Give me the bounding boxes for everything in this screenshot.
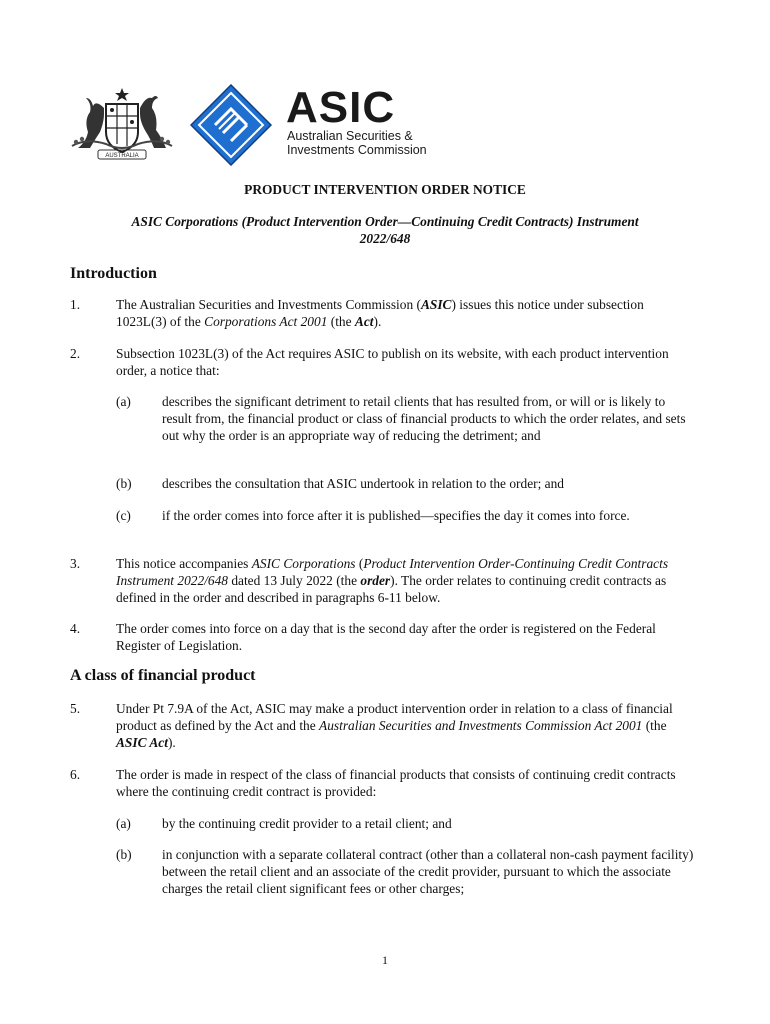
paragraph-number: 3.: [70, 556, 81, 571]
paragraph-text: This notice accompanies ASIC Corporations (Product Intervention Order-Continuing Credit Contracts Instrument 2022/648 dated 13 July 2022 (the order). The order relates to continuing credit contracts as defined in the order and described in paragraphs 6-11 below.: [116, 556, 669, 605]
subparagraph-6a: (a) by the continuing credit provider to a retail client; and: [116, 816, 452, 831]
asic-full-name: Australian Securities & Investments Commission: [287, 129, 427, 157]
page-number: 1: [382, 953, 388, 967]
logo-header: [66, 84, 466, 164]
paragraph-2: [70, 345, 695, 379]
paragraph-3: [70, 555, 695, 606]
subparagraph-2b: (b) describes the consultation that ASIC undertook in relation to the order; and: [116, 476, 564, 491]
paragraph-text: Under Pt 7.9A of the Act, ASIC may make a product intervention order in relation to a class of financial product as defined by the Act and the Australian Securities and Investments Commission Act 2001 (the ASIC Act).: [116, 701, 673, 750]
paragraph-number: 2.: [70, 346, 81, 361]
paragraph-text: The Australian Securities and Investments Commission (ASIC) issues this notice under subsection 1023L(3) of the Corporations Act 2001 (the Act).: [116, 297, 644, 329]
paragraph-number: 1.: [70, 297, 81, 312]
subparagraph-6b: (b) in conjunction with a separate collateral contract (other than a collateral non-cash payment facility) between the retail client and an associate of the credit provider, pursuant to which the associate charges the retail client significant fees or other charges;: [116, 847, 694, 896]
paragraph-text: The order is made in respect of the class of financial products that consists of continuing credit contracts where the continuing credit contract is provided:: [116, 767, 676, 799]
paragraph-5: [70, 700, 695, 751]
svg-text:AUSTRALIA: AUSTRALIA: [105, 153, 139, 159]
coat-of-arms-logo: [66, 86, 178, 162]
paragraph-6: [70, 766, 695, 800]
paragraph-4: [70, 620, 695, 654]
subparagraph-2c: (c) if the order comes into force after it is published—specifies the day it comes into force.: [116, 508, 630, 523]
paragraph-number: 6.: [70, 767, 81, 782]
paragraph-number: 5.: [70, 701, 81, 716]
subparagraph-2a: (a) describes the significant detriment to retail clients that has resulted from, or will or is likely to result from, the financial product or class of financial products to which the order relates, and sets out why the order is an appropriate way of reducing the detriment; and: [116, 394, 686, 443]
paragraph-text: Subsection 1023L(3) of the Act requires ASIC to publish on its website, with each product intervention order, a notice that:: [116, 346, 669, 378]
paragraph-1: [70, 296, 695, 330]
heading-introduction: Introduction: [70, 265, 157, 282]
paragraph-text: The order comes into force on a day that is the second day after the order is registered on the Federal Register of Legislation.: [116, 621, 656, 653]
asic-wordmark: ASIC: [286, 83, 396, 132]
document-title: PRODUCT INTERVENTION ORDER NOTICE: [244, 182, 526, 197]
heading-class-of-financial-product: A class of financial product: [70, 667, 256, 684]
paragraph-number: 4.: [70, 621, 81, 636]
document-subtitle: ASIC Corporations (Product Intervention Order—Continuing Credit Contracts) Instrument 2022/648: [131, 214, 639, 246]
asic-diamond-logo: [190, 84, 272, 166]
